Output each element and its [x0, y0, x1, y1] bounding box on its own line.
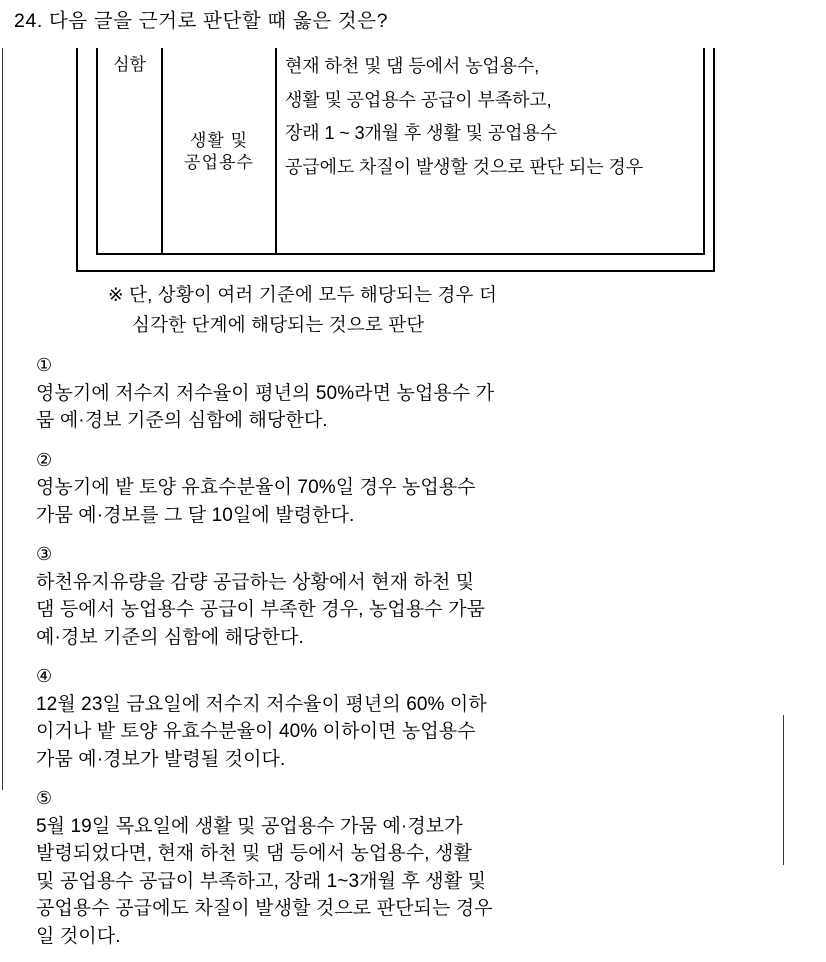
- table-description-line: 현재 하천 및 댐 등에서 농업용수,: [285, 56, 540, 76]
- table-description-line: 되는 경우: [568, 156, 644, 177]
- passage-note: [108, 280, 497, 340]
- table-cell-water-type-line2: 공업용수: [184, 152, 254, 172]
- choice-line: 일 것이다.: [36, 925, 121, 947]
- choice-line: 예·경보 기준의 심함에 해당한다.: [36, 626, 304, 648]
- table-description-line: 생활 및 공업용수 공급이 부족하고,: [285, 89, 552, 110]
- choice-marker-1: ①: [36, 355, 53, 375]
- choice-line: 가뭄 예·경보를 그 달 10일에 발령한다.: [36, 504, 355, 526]
- choice-line: 12월 23일 금요일에 저수지 저수율이 평년의 60% 이하: [36, 693, 487, 715]
- answer-choice-5[interactable]: [36, 785, 736, 950]
- choice-text-3: [36, 569, 736, 652]
- choice-line: 뭄 예·경보 기준의 심함에 해당한다.: [36, 410, 328, 431]
- answer-choice-1[interactable]: [36, 352, 736, 435]
- answer-choices: [36, 352, 736, 962]
- choice-marker-3: ③: [36, 544, 53, 564]
- answer-choice-3[interactable]: [36, 541, 736, 651]
- table-cell-description: [277, 48, 707, 255]
- choice-text-4: [36, 691, 736, 774]
- left-column-rule: [2, 48, 3, 790]
- answer-choice-2[interactable]: [36, 447, 736, 530]
- choice-line: 이거나 밭 토양 유효수분율이 40% 이하이면 농업용수: [36, 721, 476, 742]
- passage-note-line1: ※ 단, 상황이 여러 기준에 모두 해당되는 경우 더: [108, 284, 498, 305]
- choice-line: 발령되었다면, 현재 하천 및 댐 등에서 농업용수, 생활: [36, 843, 472, 864]
- table-cell-water-type: [163, 48, 277, 255]
- choice-text-1: [36, 380, 736, 435]
- choice-line: 및 공업용수 공급이 부족하고, 장래 1~3개월 후 생활 및: [36, 870, 487, 892]
- choice-line: 가뭄 예·경보가 발령될 것이다.: [36, 748, 286, 770]
- choice-line: 영농기에 밭 토양 유효수분율이 70%일 경우 농업용수: [36, 477, 476, 498]
- choice-text-5: [36, 813, 736, 951]
- table-description-line: 공급에도 차질이 발생할 것으로 판단: [285, 156, 564, 177]
- choice-line: 영농기에 저수지 저수율이 평년의 50%라면 농업용수 가: [36, 382, 495, 404]
- choice-marker-5: ⑤: [36, 788, 53, 808]
- choice-line: 댐 등에서 농업용수 공급이 부족한 경우, 농업용수 가뭄: [36, 599, 486, 620]
- table-description-line: 장래 1 ~ 3개월 후 생활 및 공업용수: [285, 123, 557, 143]
- question-stem: 24. 다음 글을 근거로 판단할 때 옳은 것은?: [14, 10, 389, 32]
- table-cell-water-type-line1: 생활 및: [190, 130, 248, 150]
- choice-marker-4: ④: [36, 666, 53, 686]
- choice-line: 하천유지유량을 감량 공급하는 상황에서 현재 하천 및: [36, 571, 475, 593]
- table-cell-level: [98, 48, 163, 255]
- table-cell-level-label: 심함: [113, 55, 146, 74]
- choice-line: 공업용수 공급에도 차질이 발생할 것으로 판단되는 경우: [36, 898, 493, 919]
- passage-note-line2: 심각한 단계에 해당되는 것으로 판단: [132, 314, 425, 335]
- choice-line: 5월 19일 목요일에 생활 및 공업용수 가뭄 예·경보가: [36, 815, 463, 837]
- answer-choice-4[interactable]: [36, 663, 736, 773]
- right-column-rule: [783, 715, 784, 865]
- choice-marker-2: ②: [36, 449, 53, 470]
- choice-text-2: [36, 474, 736, 529]
- passage-table: [76, 48, 715, 272]
- passage-table-inner: [96, 48, 705, 255]
